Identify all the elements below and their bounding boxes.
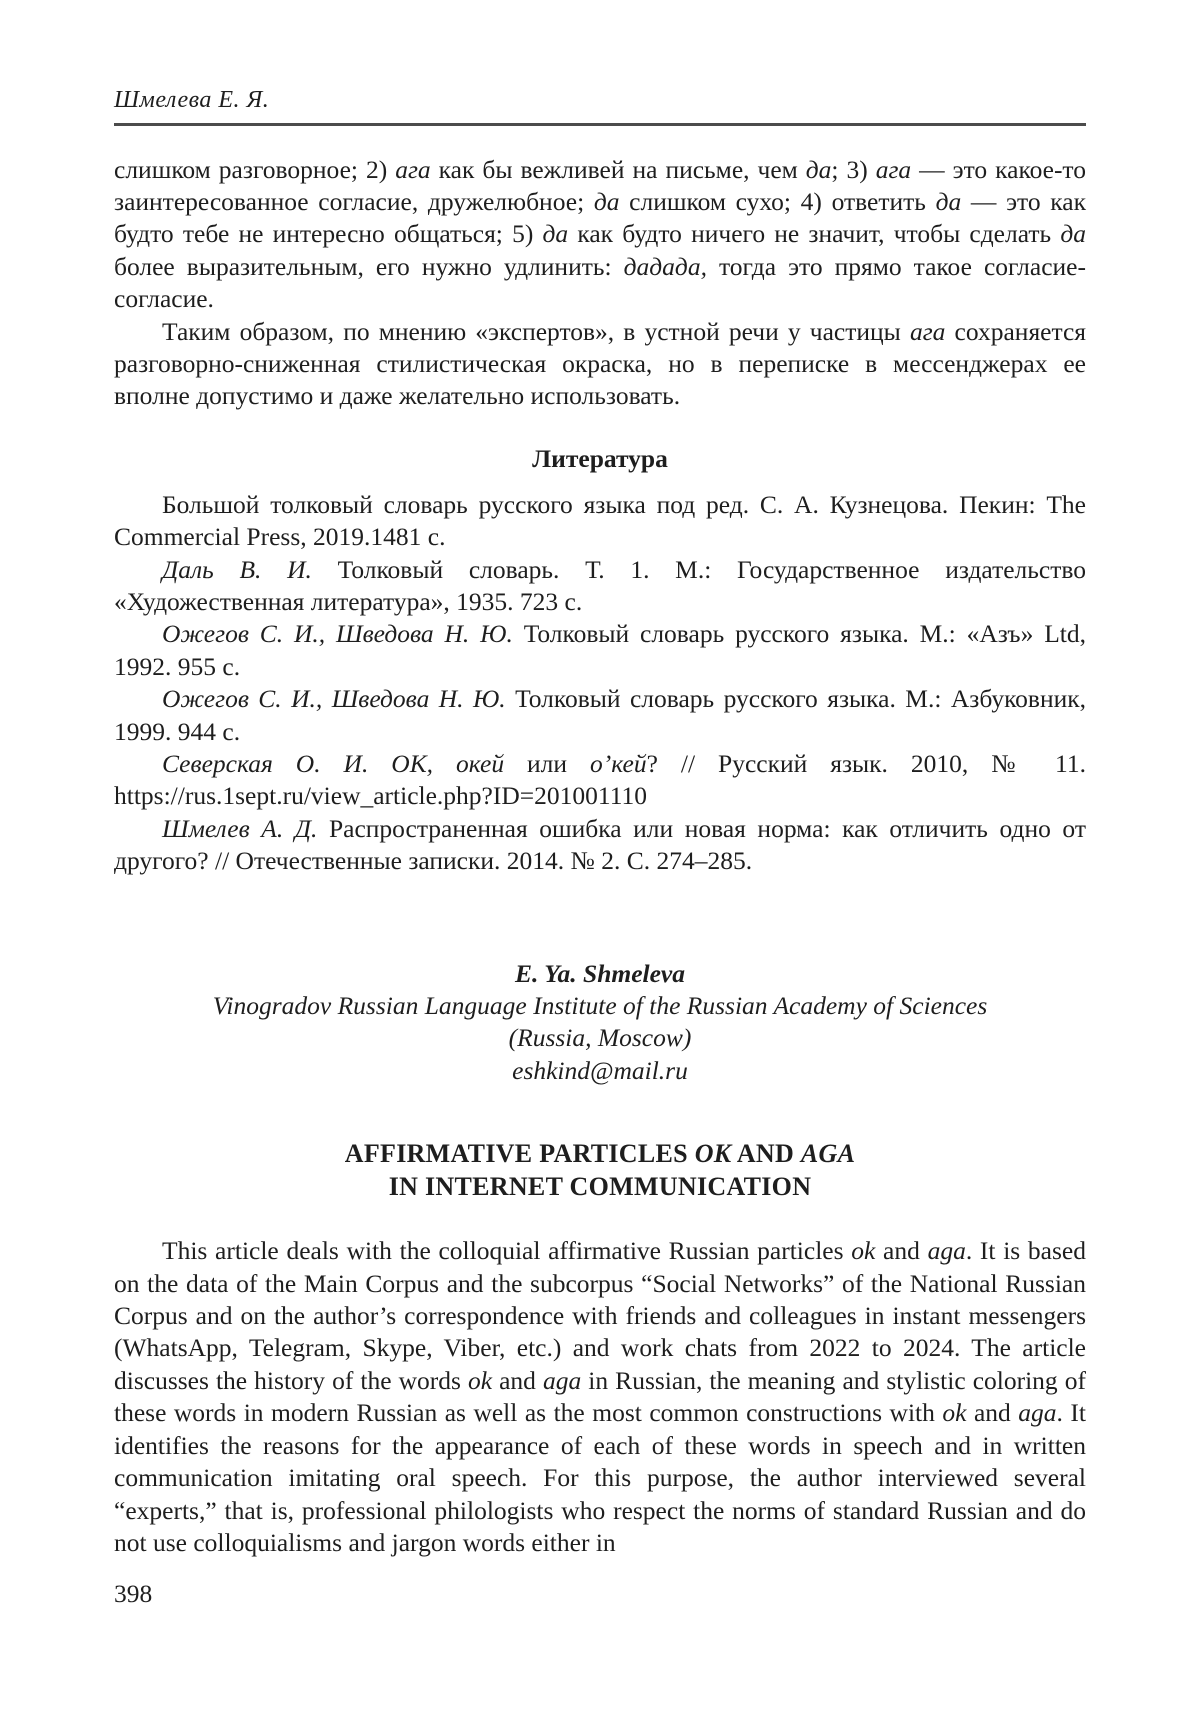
reference-item-6: Шмелев А. Д. Распространенная ошибка или новая норма: как отличить одно от другого? // Отечественные записки. 2014. № 2. С. 274–285. <box>114 813 1086 876</box>
article-title-line-1: AFFIRMATIVE PARTICLES OK AND AGA <box>344 1139 856 1169</box>
reference-item-3: Ожегов С. И., Шведова Н. Ю. Толковый словарь русского языка. М.: «Азъ» Ltd, 1992. 955 с. <box>114 619 1086 681</box>
author-name: E. Ya. Shmeleva <box>514 958 686 988</box>
header-rule <box>114 123 1086 126</box>
author-block <box>114 958 1086 1088</box>
author-email: eshkind@mail.ru <box>512 1055 688 1085</box>
page-content <box>114 86 1086 1559</box>
body-paragraph-2: Таким образом, по мнению «экспертов», в устной речи у частицы ага сохраняется разговорно-сниженная стилистическая окраска, но в переписке в мессенджерах ее вполне допустимо и даже желательно использовать. <box>114 316 1086 411</box>
reference-item-1: Большой толковый словарь русского языка под ред. С. А. Кузнецова. Пекин: The Commercial Press, 2019.1481 с. <box>114 489 1086 552</box>
reference-item-4: Ожегов С. И., Шведова Н. Ю. Толковый словарь русского языка. М.: Азбуковник, 1999. 944 с. <box>114 684 1087 746</box>
reference-item-2: Даль В. И. Толковый словарь. Т. 1. М.: Государственное издательство «Художественная литература», 1935. 723 с. <box>114 554 1086 616</box>
page-number: 398 <box>114 1579 153 1608</box>
author-location: (Russia, Moscow) <box>508 1023 692 1053</box>
author-affiliation: Vinogradov Russian Language Institute of the Russian Academy of Sciences <box>212 991 988 1021</box>
article-title-line-2: IN INTERNET COMMUNICATION <box>388 1172 812 1202</box>
body-text-block <box>114 154 1086 413</box>
body-paragraph-1: слишком разговорное; 2) ага как бы вежливей на письме, чем да; 3) ага — это какое-то заинтересованное согласие, дружелюбное; да слишком сухо; 4) ответить да — это как будто тебе не интересно общаться; 5) да как будто ничего не значит, чтобы сделать да более выразительным, его нужно удлинить: дадада, тогда это прямо такое согласие-согласие. <box>114 154 1086 314</box>
references-list <box>114 489 1086 878</box>
reference-item-5: Северская О. И. ОК, окей или о’кей? // Русский язык. 2010, № 11. https://rus.1sept.ru/view_article.php?ID=201001110 <box>114 749 1086 811</box>
abstract-paragraph: This article deals with the colloquial affirmative Russian particles ok and aga. It is based on the data of the Main Corpus and the subcorpus “Social Networks” of the National Russian Corpus and on the author’s correspondence with friends and colleagues in instant messengers (WhatsApp, Telegram, Skype, Viber, etc.) and work chats from 2022 to 2024. The article discusses the history of the words ok and aga in Russian, the meaning and stylistic coloring of these words in modern Russian as well as the most common constructions with ok and aga. It identifies the reasons for the appearance of each of these words in speech and in written communication imitating oral speech. For this purpose, the author interviewed several “experts,” that is, professional philologists who respect the norms of standard Russian and do not use colloquialisms and jargon words either in <box>114 1236 1086 1557</box>
running-head: Шмелева Е. Я. <box>114 87 270 113</box>
article-title <box>114 1137 1086 1203</box>
references-heading: Литература <box>532 443 668 473</box>
